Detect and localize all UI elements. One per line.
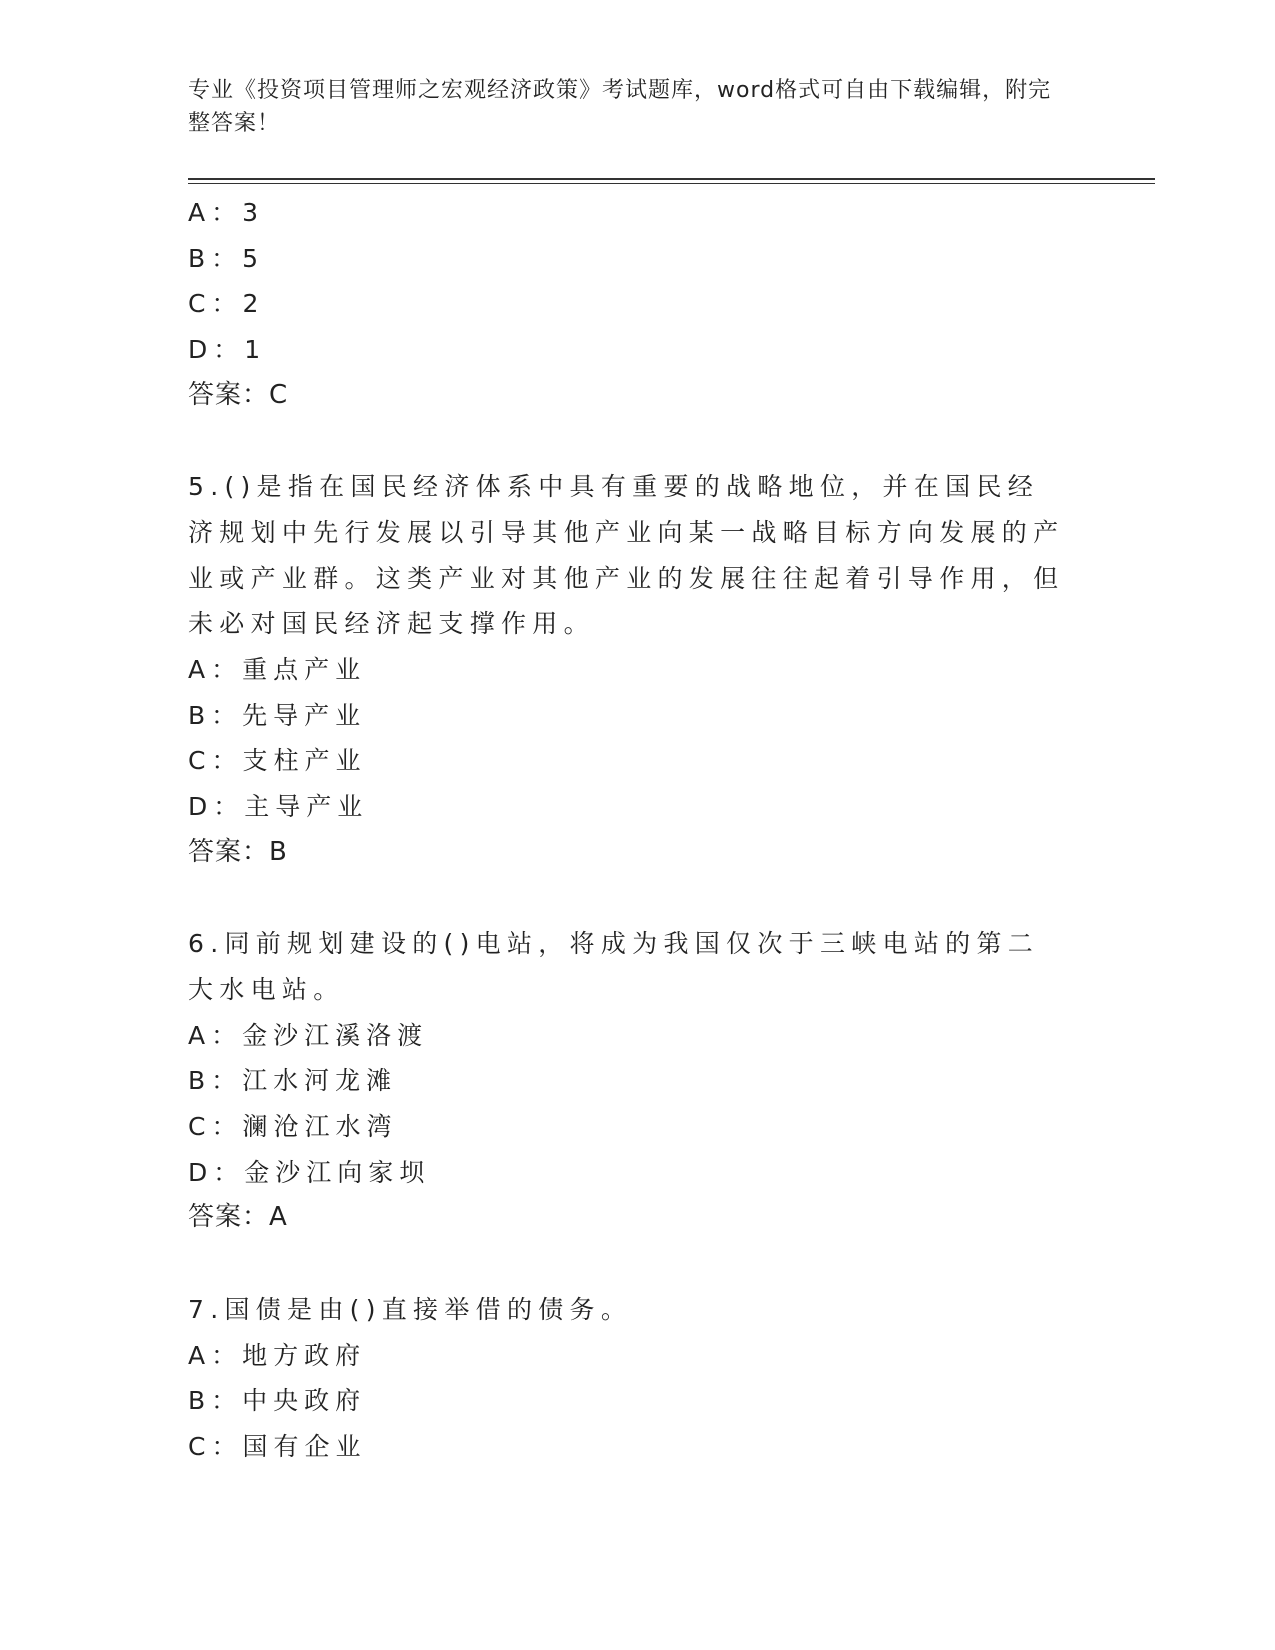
question-stem: 5.()是指在国民经济体系中具有重要的战略地位，并在国民经济规划中先行发展以引导其他产业向某一战略目标方向发展的产业或产业群。这类产业对其他产业的发展往往起着引导作用，但未必对国民经济起支撑作用。 xyxy=(188,472,1065,639)
header-divider-thin xyxy=(188,183,1155,184)
option-d: D：金沙江向家坝 xyxy=(188,1157,431,1187)
option-d: D：1 xyxy=(188,335,267,365)
spacer xyxy=(188,419,1068,465)
question-7-block xyxy=(188,1287,1068,1470)
option-c: C：国有企业 xyxy=(188,1431,367,1461)
question-6-block xyxy=(188,921,1068,1241)
page-header: 专业《投资项目管理师之宏观经济政策》考试题库，word格式可自由下载编辑，附完整答案！ xyxy=(188,78,1052,136)
question-5-block xyxy=(188,464,1068,875)
spacer xyxy=(188,1241,1068,1287)
question-stem: 6.同前规划建设的()电站，将成为我国仅次于三峡电站的第二大水电站。 xyxy=(188,929,1040,1004)
option-b: B：5 xyxy=(188,243,265,273)
question-4-block xyxy=(188,190,1068,419)
question-list xyxy=(188,190,1068,1470)
option-c: C：2 xyxy=(188,289,265,319)
option-d: D：主导产业 xyxy=(188,792,369,822)
header-divider-thick xyxy=(188,178,1155,180)
answer-line: 答案：C xyxy=(188,379,289,410)
spacer xyxy=(188,876,1068,922)
option-a: A：3 xyxy=(188,198,265,227)
option-a: A：金沙江溪洛渡 xyxy=(188,1020,429,1050)
option-b: B：中央政府 xyxy=(188,1386,367,1416)
option-a: A：地方政府 xyxy=(188,1340,367,1370)
option-b: B：江水河龙滩 xyxy=(188,1066,398,1096)
question-stem: 7.国债是由()直接举借的债务。 xyxy=(188,1294,633,1324)
option-b: B：先导产业 xyxy=(188,700,367,730)
option-c: C：澜沧江水湾 xyxy=(188,1112,398,1142)
option-a: A：重点产业 xyxy=(188,655,367,685)
answer-line: 答案：A xyxy=(188,1202,288,1233)
option-c: C：支柱产业 xyxy=(188,746,367,776)
answer-line: 答案：B xyxy=(188,836,288,867)
